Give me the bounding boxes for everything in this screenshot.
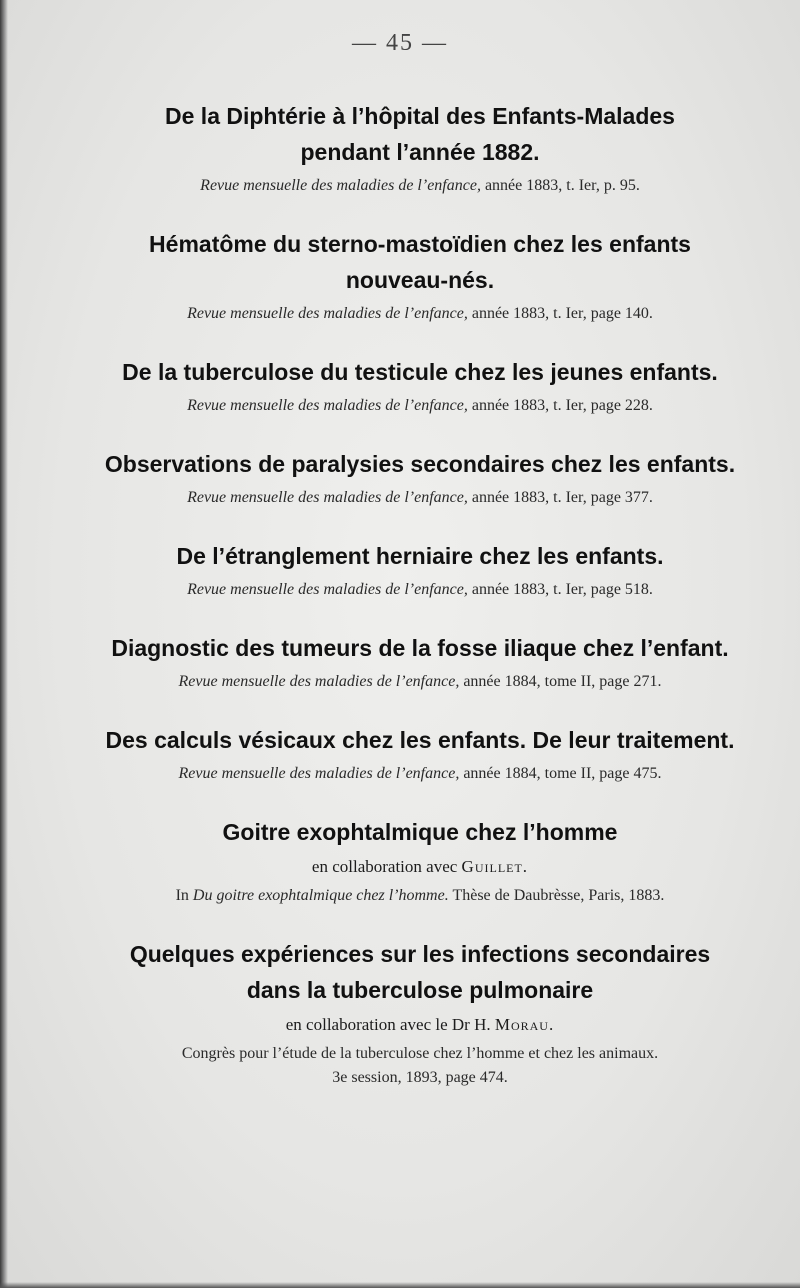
publication-list <box>80 98 760 1118</box>
reference-prefix: In <box>175 887 189 904</box>
page-bottom-shadow <box>0 1282 800 1288</box>
reference-details: année 1883, t. Ier, p. 95. <box>484 177 640 194</box>
entry-etranglement <box>80 538 760 602</box>
journal-name: Revue mensuelle des maladies de l’enfance, <box>187 489 468 506</box>
reference-details: année 1883, t. Ier, page 140. <box>471 305 653 322</box>
entry-title: De l’étranglement herniaire chez les enfants. <box>176 543 664 569</box>
reference-details: année 1884, tome II, page 271. <box>463 673 662 690</box>
collaborator-name: Morau. <box>494 1015 555 1034</box>
reference-details: année 1883, t. Ier, page 518. <box>471 581 653 598</box>
entry-reference <box>80 394 760 418</box>
entry-title-line: nouveau-nés. <box>345 267 495 293</box>
entry-title-line: Hématôme du sterno-mastoïdien chez les enfants <box>149 231 691 257</box>
journal-name: Revue mensuelle des maladies de l’enfance, <box>200 177 481 194</box>
entry-title: Des calculs vésicaux chez les enfants. De leur traitement. <box>105 727 735 753</box>
entry-infections <box>80 936 760 1090</box>
entry-reference <box>80 174 760 198</box>
entry-diphterie <box>80 98 760 198</box>
entry-title: Diagnostic des tumeurs de la fosse iliaque chez l’enfant. <box>111 635 729 661</box>
reference-line: 3e session, 1893, page 474. <box>332 1069 508 1086</box>
entry-calculs <box>80 722 760 786</box>
entry-title-line: De la Diphtérie à l’hôpital des Enfants-Malades <box>165 103 675 129</box>
reference-details: année 1883, t. Ier, page 228. <box>471 397 653 414</box>
reference-details: année 1883, t. Ier, page 377. <box>471 489 653 506</box>
entry-paralysies <box>80 446 760 510</box>
entry-reference <box>80 1042 760 1090</box>
entry-title <box>80 226 760 298</box>
entry-reference <box>80 670 760 694</box>
entry-tumeurs <box>80 630 760 694</box>
collaboration-line <box>80 854 760 880</box>
entry-hematome <box>80 226 760 326</box>
journal-name: Revue mensuelle des maladies de l’enfance, <box>187 305 468 322</box>
entry-title-line: dans la tuberculose pulmonaire <box>246 977 594 1003</box>
entry-tuberculose-testicule <box>80 354 760 418</box>
page-edge-shadow <box>0 0 8 1288</box>
entry-title: De la tuberculose du testicule chez les jeunes enfants. <box>122 359 718 385</box>
entry-reference <box>80 486 760 510</box>
collaboration-prefix: en collaboration avec <box>311 857 458 876</box>
page-number: — 45 — <box>352 30 448 56</box>
entry-title <box>80 936 760 1008</box>
entry-goitre <box>80 814 760 908</box>
entry-reference <box>80 302 760 326</box>
reference-details: année 1884, tome II, page 475. <box>463 765 662 782</box>
entry-reference <box>80 762 760 786</box>
journal-name: Revue mensuelle des maladies de l’enfance, <box>187 581 468 598</box>
reference-details: Thèse de Daubrèsse, Paris, 1883. <box>452 887 665 904</box>
reference-line: Congrès pour l’étude de la tuberculose chez l’homme et chez les animaux. <box>181 1045 659 1062</box>
entry-reference <box>80 884 760 908</box>
collaboration-line <box>80 1012 760 1038</box>
journal-name: Revue mensuelle des maladies de l’enfance, <box>187 397 468 414</box>
entry-title: Goitre exophtalmique chez l’homme <box>222 819 618 845</box>
journal-name: Revue mensuelle des maladies de l’enfance, <box>178 765 460 782</box>
entry-title-line: pendant l’année 1882. <box>300 139 540 165</box>
journal-name: Revue mensuelle des maladies de l’enfance, <box>178 673 460 690</box>
entry-reference <box>80 578 760 602</box>
collaborator-name: Guillet. <box>461 857 529 876</box>
entry-title-line: Quelques expériences sur les infections secondaires <box>129 941 711 967</box>
entry-title: Observations de paralysies secondaires chez les enfants. <box>104 451 736 477</box>
collaboration-prefix: en collaboration avec le Dr H. <box>285 1015 491 1034</box>
entry-title <box>80 98 760 170</box>
thesis-title: Du goitre exophtalmique chez l’homme. <box>192 887 449 904</box>
